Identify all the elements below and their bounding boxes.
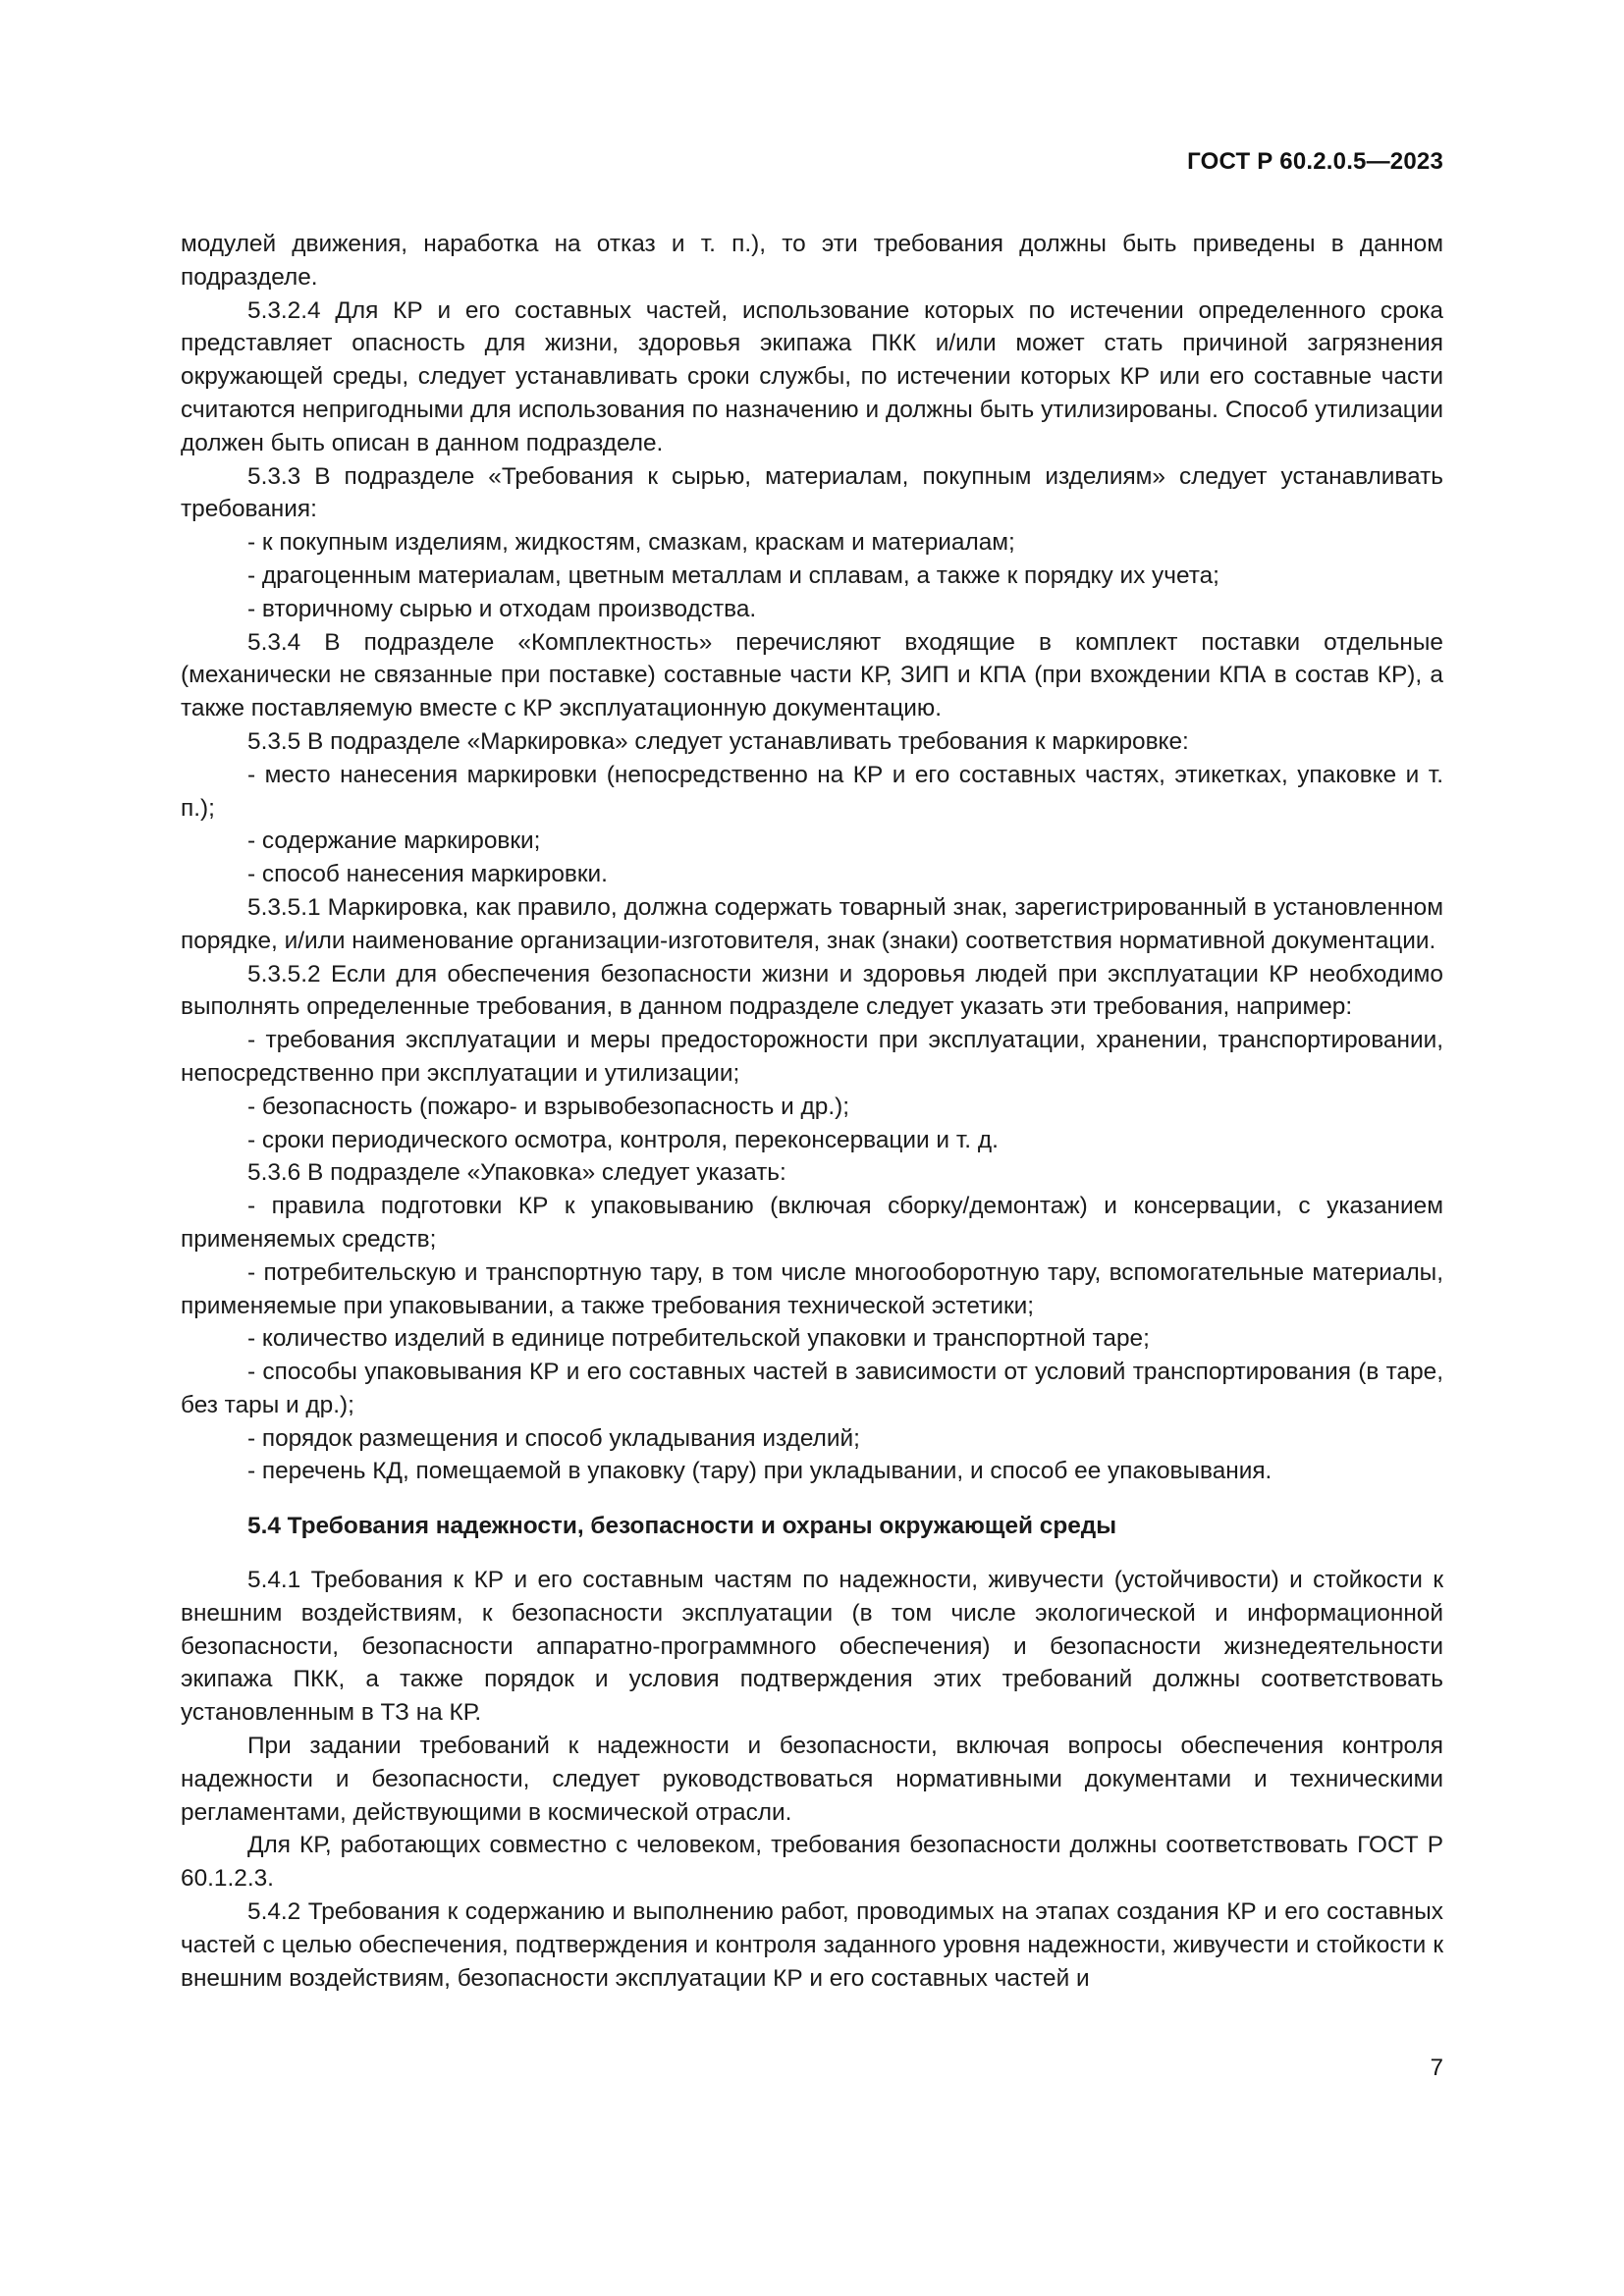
paragraph: 5.3.5 В подразделе «Маркировка» следует устанавливать требования к маркировке:	[247, 727, 1189, 755]
paragraph: модулей движения, наработка на отказ и т. п.), то эти требования должны быть приведены в данном подразделе.	[181, 231, 1443, 291]
paragraph: 5.3.4 В подразделе «Комплектность» перечисляют входящие в комплект поставки отдельные (механически не связанные при поставке) составные части КР, ЗИП и КПА (при вхождении КПА в состав КР), а также поставляемую вместе с КР эксплуатационную документацию.	[181, 628, 1443, 722]
paragraph: 5.4.1 Требования к КР и его составным частям по надежности, живучести (устойчивости) и стойкости к внешним воздействиям, к безопасности эксплуатации (в том числе экологической и информационной безопасности, безопасности аппаратно-программного обеспечения) и безопасности жизнедеятельности экипажа ПКК, а также порядок и условия подтверждения этих требований должны соответствовать установленным в ТЗ на КР.	[181, 1567, 1443, 1727]
paragraph: 5.4.2 Требования к содержанию и выполнению работ, проводимых на этапах создания КР и его составных частей с целью обеспечения, подтверждения и контроля заданного уровня надежности, живучести и стойкости к внешним воздействиям, безопасности эксплуатации КР и его составных частей и	[181, 1898, 1443, 1992]
paragraph: При задании требований к надежности и безопасности, включая вопросы обеспечения контроля надежности и безопасности, следует руководствоваться нормативными документами и техническими регламентами, действующими в космической отрасли.	[181, 1733, 1443, 1826]
list-item: - способы упаковывания КР и его составных частей в зависимости от условий транспортирования (в таре, без тары и др.);	[181, 1359, 1443, 1418]
list-item: - способ нанесения маркировки.	[247, 861, 608, 888]
list-item: - требования эксплуатации и меры предосторожности при эксплуатации, хранении, транспортировании, непосредственно при эксплуатации и утилизации;	[181, 1027, 1443, 1087]
document-body	[181, 228, 1443, 1995]
document-code-header: ГОСТ Р 60.2.0.5—2023	[1187, 148, 1443, 175]
paragraph: 5.3.6 В подразделе «Упаковка» следует указать:	[247, 1159, 786, 1187]
list-item: - количество изделий в единице потребительской упаковки и транспортной таре;	[247, 1325, 1150, 1353]
paragraph: 5.3.2.4 Для КР и его составных частей, использование которых по истечении определенного срока представляет опасность для жизни, здоровья экипажа ПКК и/или может стать причиной загрязнения окружающей среды, следует устанавливать сроки службы, по истечении которых КР или его составные части считаются непригодными для использования по назначению и должны быть утилизированы. Способ утилизации должен быть описан в данном подразделе.	[181, 296, 1443, 456]
paragraph: 5.3.5.1 Маркировка, как правило, должна содержать товарный знак, зарегистрированный в установленном порядке, и/или наименование организации-изготовителя, знак (знаки) соответствия нормативной документации.	[181, 893, 1443, 954]
section-heading: 5.4 Требования надежности, безопасности и охраны окружающей среды	[247, 1513, 1117, 1540]
list-item: - содержание маркировки;	[247, 828, 541, 855]
list-item: - безопасность (пожаро- и взрывобезопасность и др.);	[247, 1093, 850, 1120]
list-item: - потребительскую и транспортную тару, в том числе многооборотную тару, вспомогательные материалы, применяемые при упаковывании, а также требования технической эстетики;	[181, 1258, 1443, 1319]
paragraph: 5.3.5.2 Если для обеспечения безопасности жизни и здоровья людей при эксплуатации КР необходимо выполнять определенные требования, в данном подразделе следует указать эти требования, например:	[181, 960, 1443, 1021]
list-item: - место нанесения маркировки (непосредственно на КР и его составных частях, этикетках, упаковке и т. п.);	[181, 761, 1443, 822]
list-item: - сроки периодического осмотра, контроля, переконсервации и т. д.	[247, 1126, 999, 1153]
list-item: - порядок размещения и способ укладывания изделий;	[247, 1424, 860, 1452]
list-item: - вторичному сырью и отходам производства.	[247, 595, 757, 622]
list-item: - правила подготовки КР к упаковыванию (включая сборку/демонтаж) и консервации, с указанием применяемых средств;	[181, 1193, 1443, 1253]
paragraph: Для КР, работающих совместно с человеком, требования безопасности должны соответствовать ГОСТ Р 60.1.2.3.	[181, 1832, 1443, 1893]
list-item: - к покупным изделиям, жидкостям, смазкам, краскам и материалам;	[247, 529, 1015, 557]
page-number: 7	[1430, 2055, 1443, 2081]
list-item: - перечень КД, помещаемой в упаковку (тару) при укладывании, и способ ее упаковывания.	[247, 1458, 1272, 1485]
paragraph: 5.3.3 В подразделе «Требования к сырью, материалам, покупным изделиям» следует устанавливать требования:	[181, 462, 1443, 523]
list-item: - драгоценным материалам, цветным металлам и сплавам, а также к порядку их учета;	[247, 561, 1219, 589]
